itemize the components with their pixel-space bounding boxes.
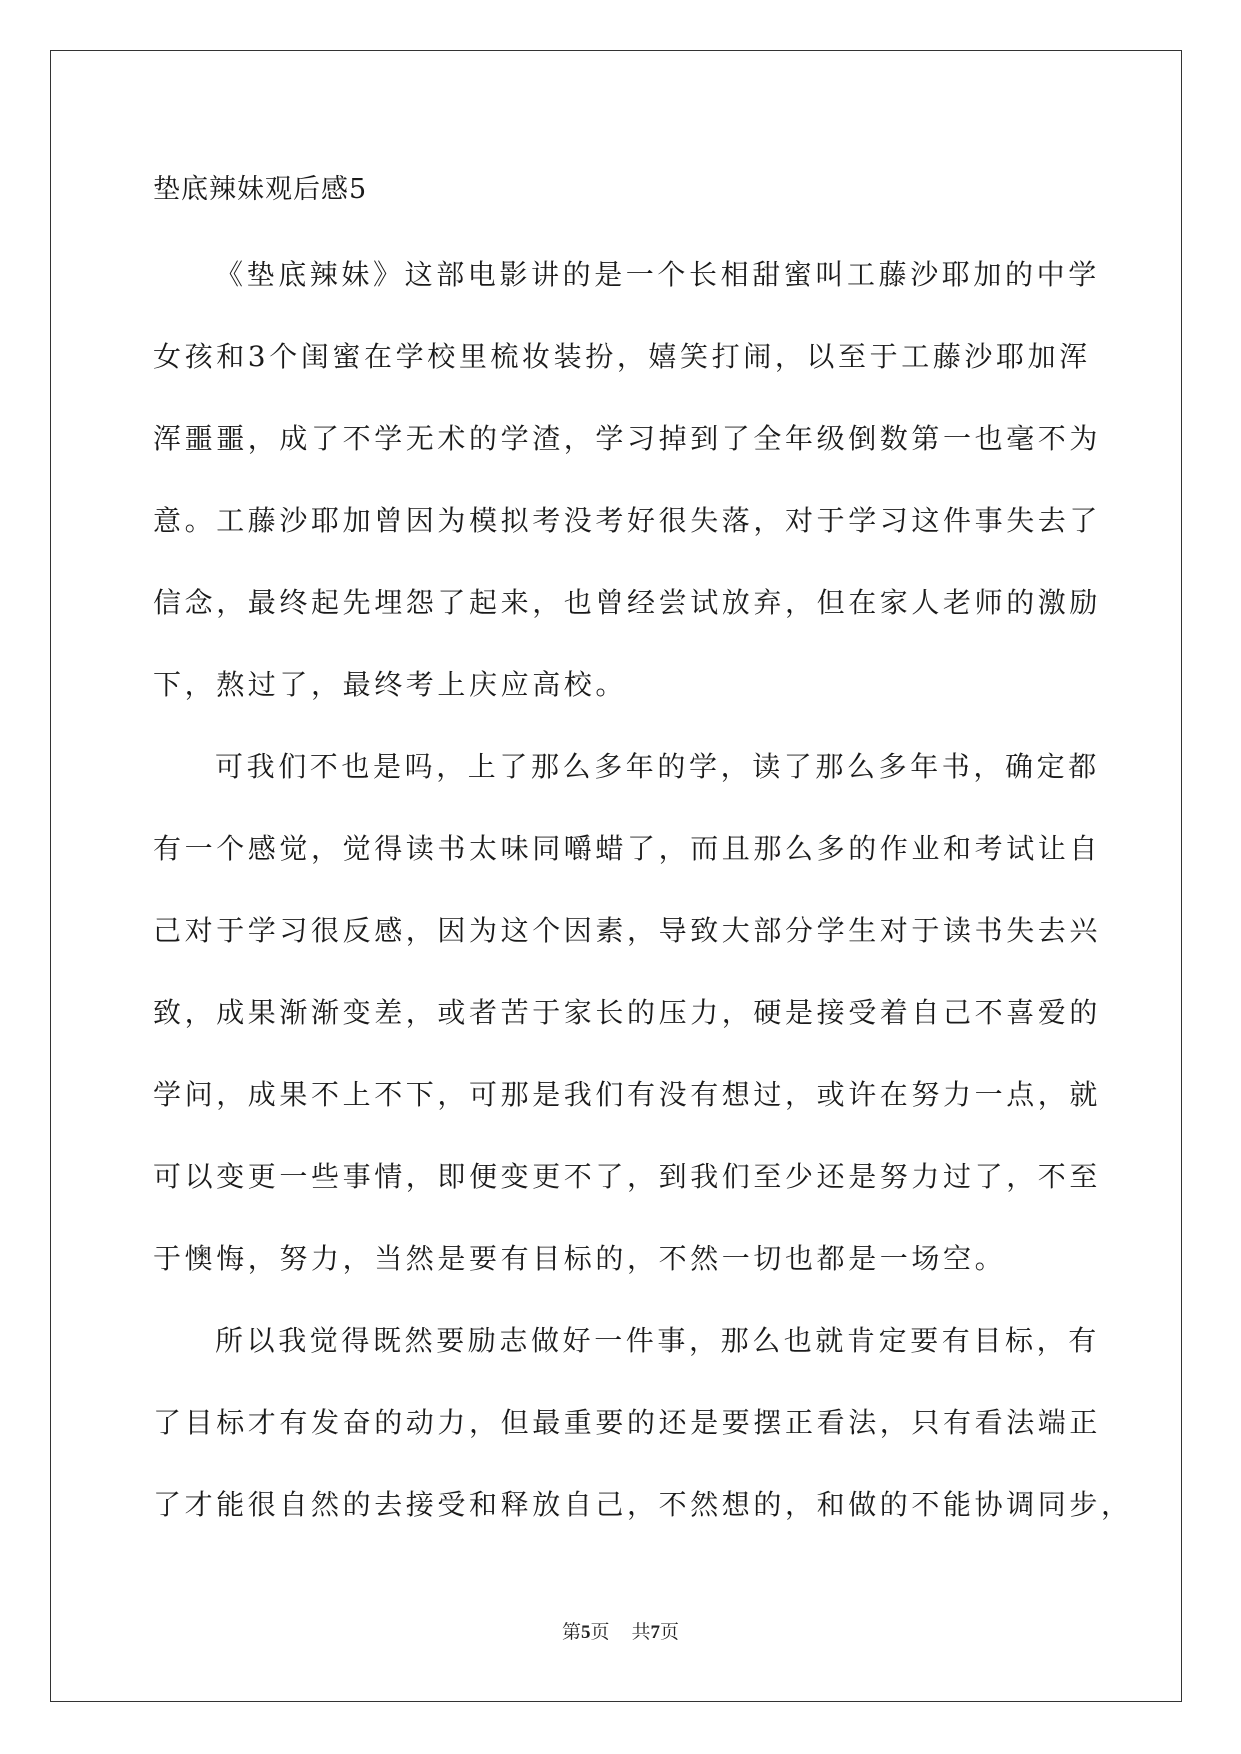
text-line: 致，成果渐渐变差，或者苦于家长的压力，硬是接受着自己不喜爱的: [153, 996, 1102, 1029]
text-line: 可我们不也是吗，上了那么多年的学，读了那么多年书，确定都: [215, 750, 1100, 783]
page-footer: [0, 1618, 1241, 1647]
text-line: 女孩和3个闺蜜在学校里梳妆装扮，嬉笑打闹，以至于工藤沙耶加浑: [153, 340, 1091, 373]
document-title: 垫底辣妹观后感5: [153, 174, 368, 205]
text-line: 《垫底辣妹》这部电影讲的是一个长相甜蜜叫工藤沙耶加的中学: [215, 258, 1100, 291]
current-page-number: 5: [580, 1622, 591, 1643]
text-line: 学问，成果不上不下，可那是我们有没有想过，或许在努力一点，就: [153, 1078, 1102, 1111]
text-line: 可以变更一些事情，即便变更不了，到我们至少还是努力过了，不至: [153, 1160, 1102, 1193]
text-line: 有一个感觉，觉得读书太味同嚼蜡了，而且那么多的作业和考试让自: [153, 832, 1102, 865]
total-pages-number: 7: [650, 1622, 661, 1643]
text-line: 了目标才有发奋的动力，但最重要的还是要摆正看法，只有看法端正: [153, 1406, 1102, 1439]
footer-total-suffix: 页: [660, 1621, 680, 1643]
text-line: 浑噩噩，成了不学无术的学渣，学习掉到了全年级倒数第一也毫不为: [153, 422, 1102, 455]
text-line: 信念，最终起先埋怨了起来，也曾经尝试放弃，但在家人老师的激励: [153, 586, 1102, 619]
text-line: 所以我觉得既然要励志做好一件事，那么也就肯定要有目标，有: [215, 1324, 1100, 1357]
text-line: 了才能很自然的去接受和释放自己，不然想的，和做的不能协调同步，: [153, 1488, 1133, 1521]
text-line: 己对于学习很反感，因为这个因素，导致大部分学生对于读书失去兴: [153, 914, 1102, 947]
footer-prefix: 第: [561, 1621, 581, 1643]
text-line: 意。工藤沙耶加曾因为模拟考没考好很失落，对于学习这件事失去了: [153, 504, 1102, 537]
text-line: 下，熬过了，最终考上庆应高校。: [153, 668, 628, 701]
text-line: 于懊悔，努力，当然是要有目标的，不然一切也都是一场空。: [153, 1242, 1007, 1275]
footer-total-prefix: 共: [631, 1621, 651, 1643]
footer-page-suffix: 页: [590, 1621, 610, 1643]
document-body: [153, 248, 1133, 1560]
